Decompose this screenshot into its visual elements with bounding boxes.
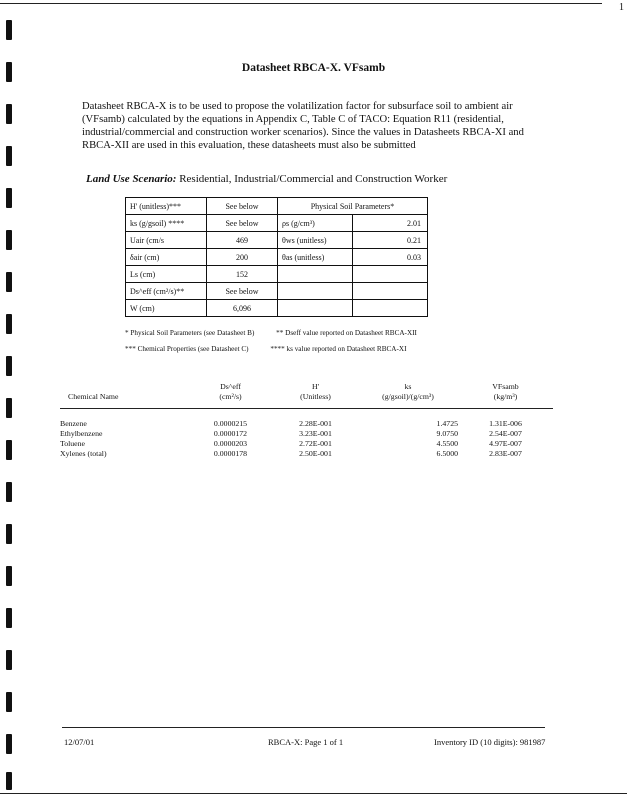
chemical-table-header (60, 378, 553, 402)
table-row (60, 419, 553, 429)
binder-hole-mark (6, 524, 12, 544)
intro-paragraph: Datasheet RBCA-X is to be used to propose the volatilization factor for subsurface soil to ambient air (VFsamb) calculated by the equations in Appendix C, Table C of TACO: Equation R11 (residential, industrial/commercial and construction worker scenarios). Since the values in Datasheets RBCA-XI and RBCA-XII are used in this evaluation, these datasheets must also be submitted (82, 101, 524, 151)
parameter-label: W (cm) (126, 300, 207, 317)
binder-hole-mark (6, 608, 12, 628)
chemical-results-table (60, 378, 553, 459)
column-header: Chemical Name (68, 392, 119, 401)
soil-parameter-value: 2.01 (353, 215, 428, 232)
binder-hole-mark (6, 566, 12, 586)
h-value: 2.50E-001 (299, 449, 332, 458)
binder-hole-mark (6, 314, 12, 334)
binder-hole-mark (6, 482, 12, 502)
parameter-label: Ls (cm) (126, 266, 207, 283)
ks-value: 6.5000 (436, 449, 458, 458)
vf-value: 4.97E-007 (489, 439, 522, 448)
parameters-row (126, 249, 428, 266)
h-value: 2.28E-001 (299, 419, 332, 428)
chemical-name: Benzene (60, 419, 87, 428)
soil-parameter-value: 0.03 (353, 249, 428, 266)
binder-hole-mark (6, 650, 12, 670)
table-row (60, 449, 553, 459)
footnote-line (125, 345, 426, 353)
ks-value: 1.4725 (436, 419, 458, 428)
parameters-row (126, 215, 428, 232)
parameter-label: ks (g/gsoil) **** (126, 215, 207, 232)
parameter-value: 200 (207, 249, 278, 266)
soil-parameter-label (278, 266, 353, 283)
table-row (60, 429, 553, 439)
parameter-label: δair (cm) (126, 249, 207, 266)
footer-date: 12/07/01 (64, 737, 95, 747)
soil-parameter-label: θas (unitless) (278, 249, 353, 266)
ds-value: 0.0000203 (213, 439, 248, 448)
ds-value: 0.0000172 (213, 429, 248, 438)
land-use-scenario (86, 173, 556, 185)
footnote-line (125, 329, 437, 337)
parameters-row (126, 300, 428, 317)
soil-parameter-value: 0.21 (353, 232, 428, 249)
ks-value: 9.0750 (436, 429, 458, 438)
footer-inventory-id: Inventory ID (10 digits): 981987 (434, 737, 546, 747)
corner-mark: 1 (619, 2, 624, 13)
footnote: ** Dseff value reported on Datasheet RBCA-XII (276, 329, 417, 337)
parameter-label: Uair (cm/s (126, 232, 207, 249)
ds-value: 0.0000215 (213, 419, 248, 428)
binder-hole-mark (6, 692, 12, 712)
column-header: H' (Unitless) (300, 382, 331, 401)
binder-hole-mark (6, 188, 12, 208)
scenario-label: Land Use Scenario: (86, 173, 177, 185)
binder-hole-mark (6, 104, 12, 124)
vf-value: 2.83E-007 (489, 449, 522, 458)
chemical-name: Xylenes (total) (60, 449, 107, 458)
parameter-value: 6,096 (207, 300, 278, 317)
footer-page-number: RBCA-X: Page 1 of 1 (268, 737, 344, 747)
soil-parameter-value (353, 300, 428, 317)
parameters-row (126, 283, 428, 300)
datasheet-title: Datasheet RBCA-X. VFsamb (241, 62, 386, 74)
h-value: 2.72E-001 (299, 439, 332, 448)
footnote: *** Chemical Properties (see Datasheet C) (125, 345, 249, 353)
vf-value: 1.31E-006 (489, 419, 522, 428)
binder-hole-mark (6, 734, 12, 754)
h-value: 3.23E-001 (299, 429, 332, 438)
parameter-label: H' (unitless)*** (126, 198, 207, 215)
soil-parameter-value (353, 266, 428, 283)
ks-value: 4.5500 (436, 439, 458, 448)
soil-parameter-label (278, 283, 353, 300)
parameter-label: Ds^eff (cm²/s)** (126, 283, 207, 300)
soil-parameter-label: θws (unitless) (278, 232, 353, 249)
footnote: **** ks value reported on Datasheet RBCA-XI (270, 345, 407, 353)
parameter-value: 152 (207, 266, 278, 283)
binder-hole-mark (6, 20, 12, 40)
parameter-value: 469 (207, 232, 278, 249)
binder-hole-mark (6, 272, 12, 292)
chemical-name: Ethylbenzene (60, 429, 103, 438)
soil-parameter-label: ρs (g/cm³) (278, 215, 353, 232)
scenario-value: Residential, Industrial/Commercial and Construction Worker (179, 173, 448, 185)
chemical-name: Toluene (60, 439, 86, 448)
soil-parameter-label (278, 300, 353, 317)
parameters-row (126, 266, 428, 283)
column-header: Ds^eff (cm²/s) (219, 382, 242, 401)
parameters-row (126, 198, 428, 215)
soil-parameter-value (353, 283, 428, 300)
binder-hole-mark (6, 230, 12, 250)
top-border-line (0, 3, 602, 4)
table-row (60, 439, 553, 449)
footnote: * Physical Soil Parameters (see Datasheet B) (125, 329, 255, 337)
parameter-value: See below (207, 283, 278, 300)
column-header: VFsamb (kg/m³) (492, 382, 519, 401)
bottom-border-line (0, 793, 627, 794)
vf-value: 2.54E-007 (489, 429, 522, 438)
parameter-value: See below (207, 215, 278, 232)
binder-hole-mark (6, 398, 12, 418)
physical-soil-parameters-header: Physical Soil Parameters* (278, 198, 428, 215)
parameters-table (125, 197, 428, 317)
parameters-row (126, 232, 428, 249)
binder-hole-mark (6, 772, 12, 790)
parameter-value: See below (207, 198, 278, 215)
ds-value: 0.0000178 (213, 449, 248, 458)
binder-hole-mark (6, 356, 12, 376)
column-header: ks (g/gsoil)/(g/cm³) (382, 382, 434, 401)
binder-hole-mark (6, 440, 12, 460)
binder-hole-mark (6, 146, 12, 166)
footer-rule (62, 727, 545, 728)
